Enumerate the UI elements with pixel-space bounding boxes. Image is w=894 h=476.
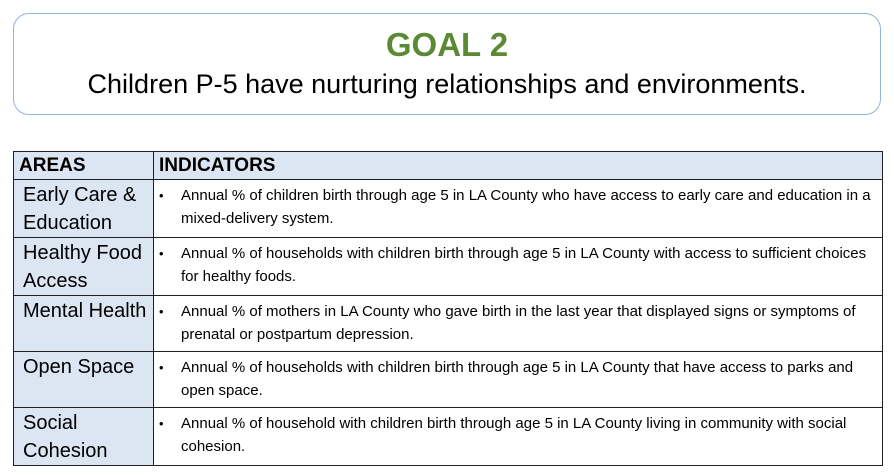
area-cell: Healthy Food Access: [14, 238, 154, 296]
bullet-icon: •: [159, 416, 164, 431]
indicator-text: Annual % of households with children birth through age 5 in LA County that have access to parks and open space.: [181, 359, 854, 399]
area-cell: Mental Health: [14, 296, 154, 352]
indicator-cell: [154, 238, 883, 296]
indicator-cell: [154, 296, 883, 352]
table-row: [14, 408, 883, 466]
goal-box: [13, 13, 881, 115]
goal-title: GOAL 2: [385, 26, 509, 63]
table-row: [14, 296, 883, 352]
indicator-text: Annual % of household with children birth through age 5 in LA County living in community with social cohesion.: [181, 415, 847, 455]
table-row: [14, 180, 883, 238]
indicators-header: INDICATORS: [154, 152, 883, 180]
bullet-icon: •: [159, 246, 164, 261]
indicator-text: Annual % of children birth through age 5 in LA County who have access to early care and education in a mixed-delivery system.: [181, 187, 871, 227]
bullet-icon: •: [159, 360, 164, 375]
bullet-icon: •: [159, 304, 164, 319]
table-header-row: [14, 152, 883, 180]
goal-subtitle: Children P-5 have nurturing relationships and environments.: [87, 69, 807, 99]
indicator-cell: [154, 408, 883, 466]
indicator-cell: [154, 180, 883, 238]
indicator-text: Annual % of households with children birth through age 5 in LA County with access to sufficient choices for healthy foods.: [181, 245, 867, 285]
bullet-icon: •: [159, 188, 164, 203]
area-cell: Social Cohesion: [14, 408, 154, 466]
indicators-table: [13, 151, 883, 466]
area-cell: Open Space: [14, 352, 154, 408]
indicator-text: Annual % of mothers in LA County who gave birth in the last year that displayed signs or symptoms of prenatal or postpartum depression.: [181, 303, 856, 343]
areas-header: AREAS: [14, 152, 154, 180]
table-row: [14, 352, 883, 408]
area-cell: Early Care & Education: [14, 180, 154, 238]
table-row: [14, 238, 883, 296]
indicator-cell: [154, 352, 883, 408]
